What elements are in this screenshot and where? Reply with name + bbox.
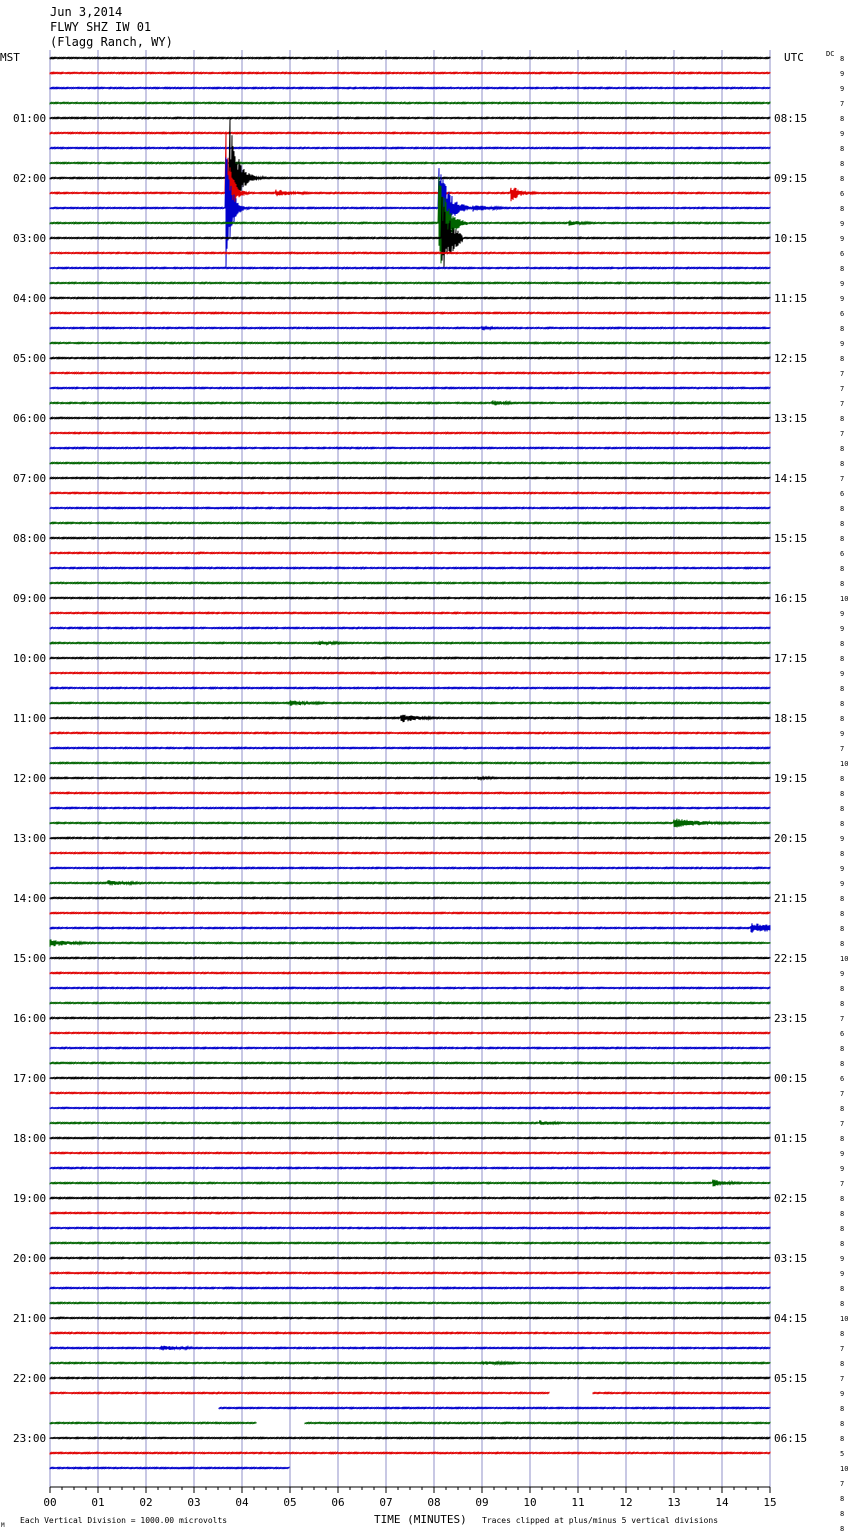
- trace-line: [50, 912, 770, 913]
- trace-line: [50, 627, 770, 628]
- dc-offset: 8: [840, 1300, 845, 1308]
- x-tick-label: 10: [523, 1496, 537, 1509]
- dc-offset: 9: [840, 295, 845, 303]
- trace-line: [50, 117, 770, 118]
- trace-line: [50, 477, 770, 478]
- trace-line: [50, 1377, 770, 1378]
- dc-offset: 10: [840, 595, 849, 603]
- x-tick-label: 09: [475, 1496, 489, 1509]
- trace-group: [50, 57, 770, 1468]
- x-tick-label: 02: [139, 1496, 153, 1509]
- row-label-mst: 10:00: [13, 652, 47, 665]
- trace-line: [50, 326, 770, 330]
- row-label-utc: 01:15: [774, 1132, 808, 1145]
- trace-line: [50, 852, 770, 853]
- trace-line: [50, 567, 770, 568]
- trace-line: [50, 1437, 770, 1438]
- row-label-utc: 19:15: [774, 772, 808, 785]
- dc-offset: 9: [840, 85, 845, 93]
- dc-offset: 8: [840, 940, 845, 948]
- dc-offset: 8: [840, 700, 845, 708]
- trace-line: [50, 957, 770, 958]
- scale-note: Each Vertical Division = 1000.00 microvolts: [20, 1516, 228, 1525]
- dc-offset: 8: [840, 775, 845, 783]
- x-tick-label: 03: [187, 1496, 201, 1509]
- dc-offset: 8: [840, 985, 845, 993]
- x-tick-label: 15: [763, 1496, 777, 1509]
- dc-offset: 8: [840, 1135, 845, 1143]
- dc-offset: 8: [840, 505, 845, 513]
- left-axis-title: MST: [0, 51, 20, 64]
- dc-offset: 8: [840, 1405, 845, 1413]
- trace-line: [50, 400, 770, 405]
- trace-line: [50, 157, 770, 268]
- right-axis-title: UTC: [784, 51, 804, 64]
- row-label-utc: 09:15: [774, 172, 808, 185]
- row-label-utc: 15:15: [774, 532, 808, 545]
- date-label: Jun 3,2014: [50, 5, 123, 19]
- header: [50, 5, 173, 49]
- row-label-mst: 06:00: [13, 412, 47, 425]
- row-label-utc: 17:15: [774, 652, 808, 665]
- x-tick-label: 08: [427, 1496, 441, 1509]
- dc-offset: 8: [840, 1510, 845, 1518]
- dc-offset: 9: [840, 1165, 845, 1173]
- trace-line: [50, 1197, 770, 1198]
- dc-offset: 5: [840, 1450, 845, 1458]
- trace-line: [50, 987, 770, 988]
- trace-line: [50, 1092, 770, 1093]
- trace-line: [50, 1361, 770, 1364]
- dc-offset: 9: [840, 340, 845, 348]
- row-label-utc: 18:15: [774, 712, 808, 725]
- trace-line: [50, 1332, 770, 1333]
- trace-line: [50, 1212, 770, 1213]
- x-axis-title: TIME (MINUTES): [374, 1513, 467, 1526]
- row-label-mst: 23:00: [13, 1432, 47, 1445]
- dc-offset: 9: [840, 865, 845, 873]
- row-label-mst: 03:00: [13, 232, 47, 245]
- row-label-utc: 23:15: [774, 1012, 808, 1025]
- row-label-utc: 13:15: [774, 412, 808, 425]
- trace-line: [50, 641, 770, 645]
- dc-offset: 7: [840, 1015, 845, 1023]
- row-label-mst: 19:00: [13, 1192, 47, 1205]
- dc-offset: 8: [840, 205, 845, 213]
- trace-line: [50, 1077, 770, 1078]
- trace-line: [50, 1287, 770, 1288]
- trace-line: [50, 72, 770, 73]
- row-label-utc: 16:15: [774, 592, 808, 605]
- dc-offset: 8: [840, 145, 845, 153]
- trace-line: [50, 57, 770, 58]
- trace-line: [50, 1032, 770, 1033]
- x-tick-label: 01: [91, 1496, 105, 1509]
- row-label-mst: 17:00: [13, 1072, 47, 1085]
- dc-offset: 6: [840, 1075, 845, 1083]
- dc-label: DC: [826, 50, 835, 58]
- x-tick-label: 00: [43, 1496, 57, 1509]
- dc-offset: 7: [840, 1180, 845, 1188]
- dc-offset: 8: [840, 265, 845, 273]
- trace-line: [219, 1407, 770, 1408]
- trace-line: [50, 537, 770, 538]
- dc-offset: 6: [840, 310, 845, 318]
- dc-offset: 8: [840, 1210, 845, 1218]
- trace-line: [50, 297, 770, 298]
- row-label-mst: 02:00: [13, 172, 47, 185]
- row-label-mst: 05:00: [13, 352, 47, 365]
- dc-offset: 7: [840, 1480, 845, 1488]
- trace-line: [50, 432, 770, 433]
- dc-offset: 8: [840, 55, 845, 63]
- dc-offset: 8: [840, 685, 845, 693]
- trace-line: [50, 162, 770, 163]
- footer: [1, 1513, 718, 1529]
- dc-offset: 7: [840, 1090, 845, 1098]
- dc-offset: 8: [840, 535, 845, 543]
- location-label: (Flagg Ranch, WY): [50, 35, 173, 49]
- trace-line: [50, 1137, 770, 1138]
- row-label-utc: 00:15: [774, 1072, 808, 1085]
- trace-line: [50, 612, 770, 613]
- row-label-utc: 03:15: [774, 1252, 808, 1265]
- trace-line: [50, 102, 770, 103]
- trace-line: [50, 1317, 770, 1318]
- dc-offset: 9: [840, 1150, 845, 1158]
- dc-offset: 7: [840, 1375, 845, 1383]
- dc-offset: 8: [840, 1420, 845, 1428]
- dc-offset: 8: [840, 1225, 845, 1233]
- dc-offset: 6: [840, 250, 845, 258]
- trace-line: [50, 1257, 770, 1258]
- trace-line: [50, 792, 770, 793]
- row-label-utc: 10:15: [774, 232, 808, 245]
- trace-line: [50, 940, 770, 947]
- dc-offset: 8: [840, 850, 845, 858]
- trace-line: [50, 387, 770, 388]
- station-label: FLWY SHZ IW 01: [50, 20, 152, 34]
- trace-line: [50, 672, 770, 673]
- row-label-mst: 14:00: [13, 892, 47, 905]
- row-label-mst: 20:00: [13, 1252, 47, 1265]
- x-tick-label: 06: [331, 1496, 345, 1509]
- x-axis: [43, 1487, 776, 1509]
- trace-line: [50, 1452, 770, 1453]
- dc-offset: 9: [840, 880, 845, 888]
- row-label-mst: 13:00: [13, 832, 47, 845]
- dc-offset: 8: [840, 1060, 845, 1068]
- row-label-mst: 08:00: [13, 532, 47, 545]
- trace-line: [50, 1107, 770, 1108]
- clip-note: Traces clipped at plus/minus 5 vertical divisions: [482, 1516, 719, 1525]
- dc-offset: 8: [840, 910, 845, 918]
- dc-offset: 6: [840, 550, 845, 558]
- row-label-utc: 14:15: [774, 472, 808, 485]
- trace-line: [50, 87, 770, 88]
- x-tick-label: 12: [619, 1496, 633, 1509]
- trace-line: [50, 462, 770, 463]
- trace-line: [50, 1152, 770, 1153]
- trace-line: [50, 819, 770, 828]
- row-label-mst: 04:00: [13, 292, 47, 305]
- dc-offset: 8: [840, 1240, 845, 1248]
- trace-line: [50, 807, 770, 808]
- dc-offset: 8: [840, 1105, 845, 1113]
- trace-line: [50, 492, 770, 493]
- trace-line: [50, 972, 770, 973]
- dc-offset: 9: [840, 610, 845, 618]
- trace-line: [50, 1167, 770, 1168]
- trace-line: [50, 897, 770, 898]
- dc-offset: 9: [840, 220, 845, 228]
- row-label-utc: 22:15: [774, 952, 808, 965]
- row-label-mst: 22:00: [13, 1372, 47, 1385]
- dc-offset: 8: [840, 565, 845, 573]
- trace-line: [50, 777, 770, 780]
- row-label-mst: 09:00: [13, 592, 47, 605]
- dc-offset: 8: [840, 1045, 845, 1053]
- dc-offset: 8: [840, 460, 845, 468]
- dc-offset: 8: [840, 820, 845, 828]
- trace-line: [50, 687, 770, 688]
- dc-offset: 8: [840, 445, 845, 453]
- dc-offset: 7: [840, 745, 845, 753]
- trace-line: [50, 132, 770, 230]
- dc-offset: 6: [840, 490, 845, 498]
- dc-offset: 8: [840, 1525, 845, 1533]
- dc-offset: 8: [840, 895, 845, 903]
- row-label-utc: 08:15: [774, 112, 808, 125]
- dc-offset: 7: [840, 400, 845, 408]
- trace-line: [50, 715, 770, 722]
- x-tick-label: 04: [235, 1496, 249, 1509]
- trace-line: [50, 880, 770, 885]
- dc-offset: 8: [840, 520, 845, 528]
- dc-offset: 8: [840, 355, 845, 363]
- dc-offset: 10: [840, 760, 849, 768]
- dc-offset: 8: [840, 325, 845, 333]
- dc-offset: 8: [840, 1360, 845, 1368]
- trace-line: [50, 282, 770, 283]
- trace-line: [50, 252, 770, 253]
- trace-line: [50, 372, 770, 373]
- trace-line: [50, 177, 770, 264]
- dc-offset: 9: [840, 1270, 845, 1278]
- dc-offset: 9: [840, 280, 845, 288]
- dc-offset: 9: [840, 970, 845, 978]
- trace-line: [50, 732, 770, 733]
- dc-offset: 9: [840, 235, 845, 243]
- dc-offset: 8: [840, 1330, 845, 1338]
- x-tick-label: 07: [379, 1496, 393, 1509]
- x-tick-label: 13: [667, 1496, 681, 1509]
- trace-line: [50, 522, 770, 523]
- dc-offset: 8: [840, 175, 845, 183]
- trace-line: [50, 867, 770, 868]
- dc-offset: 9: [840, 130, 845, 138]
- row-label-mst: 16:00: [13, 1012, 47, 1025]
- dc-offsets: [840, 55, 848, 1533]
- dc-offset: 8: [840, 805, 845, 813]
- trace-line: [50, 1227, 770, 1228]
- row-label-mst: 07:00: [13, 472, 47, 485]
- trace-line: [50, 923, 770, 933]
- dc-offset: 9: [840, 70, 845, 78]
- row-label-mst: 01:00: [13, 112, 47, 125]
- row-label-mst: 12:00: [13, 772, 47, 785]
- row-label-mst: 18:00: [13, 1132, 47, 1145]
- trace-line: [50, 312, 770, 313]
- dc-offset: 8: [840, 115, 845, 123]
- dc-offset: 9: [840, 1255, 845, 1263]
- dc-offset: 7: [840, 100, 845, 108]
- dc-offset: 6: [840, 1030, 845, 1038]
- dc-offset: 8: [840, 160, 845, 168]
- trace-line: [50, 1062, 770, 1063]
- row-label-utc: 06:15: [774, 1432, 808, 1445]
- dc-offset: 9: [840, 670, 845, 678]
- trace-line: [50, 657, 770, 658]
- dc-offset: 7: [840, 370, 845, 378]
- dc-offset: 9: [840, 730, 845, 738]
- trace-line: [50, 552, 770, 553]
- dc-offset: 8: [840, 925, 845, 933]
- trace-line: [50, 1467, 289, 1468]
- trace-line: [50, 1346, 770, 1351]
- dc-offset: 7: [840, 475, 845, 483]
- row-label-utc: 12:15: [774, 352, 808, 365]
- row-label-utc: 05:15: [774, 1372, 808, 1385]
- row-label-utc: 20:15: [774, 832, 808, 845]
- trace-line: [50, 1272, 770, 1273]
- row-label-mst: 21:00: [13, 1312, 47, 1325]
- trace-line: [50, 1422, 770, 1423]
- x-tick-label: 14: [715, 1496, 729, 1509]
- dc-offset: 9: [840, 835, 845, 843]
- trace-line: [50, 357, 770, 358]
- footer-mark: M: [1, 1522, 5, 1529]
- trace-line: [50, 747, 770, 748]
- dc-offset: 8: [840, 1285, 845, 1293]
- trace-line: [50, 267, 770, 268]
- trace-line: [50, 447, 770, 448]
- trace-line: [50, 1242, 770, 1243]
- dc-offset: 10: [840, 1315, 849, 1323]
- dc-offset: 8: [840, 790, 845, 798]
- dc-offset: 6: [840, 190, 845, 198]
- trace-line: [50, 1002, 770, 1003]
- dc-offset: 10: [840, 1465, 849, 1473]
- dc-offset: 8: [840, 580, 845, 588]
- grid-lines: [50, 50, 770, 1487]
- row-label-utc: 11:15: [774, 292, 808, 305]
- trace-line: [50, 597, 770, 598]
- dc-offset: 8: [840, 640, 845, 648]
- dc-offset: 8: [840, 1495, 845, 1503]
- dc-offset: 8: [840, 1435, 845, 1443]
- row-label-mst: 11:00: [13, 712, 47, 725]
- dc-offset: 7: [840, 1120, 845, 1128]
- trace-line: [50, 1180, 770, 1187]
- row-label-utc: 04:15: [774, 1312, 808, 1325]
- dc-offset: 8: [840, 1195, 845, 1203]
- dc-offset: 10: [840, 955, 849, 963]
- x-tick-label: 11: [571, 1496, 585, 1509]
- row-label-mst: 15:00: [13, 952, 47, 965]
- trace-line: [50, 417, 770, 418]
- dc-offset: 9: [840, 625, 845, 633]
- row-label-utc: 21:15: [774, 892, 808, 905]
- trace-line: [50, 507, 770, 508]
- trace-line: [50, 1017, 770, 1018]
- trace-line: [50, 837, 770, 838]
- trace-line: [50, 1120, 770, 1125]
- dc-offset: 8: [840, 415, 845, 423]
- dc-offset: 8: [840, 1000, 845, 1008]
- trace-line: [50, 132, 770, 133]
- x-tick-label: 05: [283, 1496, 297, 1509]
- dc-offset: 7: [840, 385, 845, 393]
- dc-offset: 7: [840, 430, 845, 438]
- trace-line: [50, 1302, 770, 1303]
- trace-line: [50, 762, 770, 763]
- dc-offset: 7: [840, 1345, 845, 1353]
- dc-offset: 9: [840, 1390, 845, 1398]
- trace-line: [50, 582, 770, 583]
- trace-line: [50, 1047, 770, 1048]
- row-label-utc: 02:15: [774, 1192, 808, 1205]
- trace-line: [50, 1392, 770, 1393]
- trace-line: [50, 147, 770, 148]
- dc-offset: 8: [840, 715, 845, 723]
- dc-offset: 8: [840, 655, 845, 663]
- trace-line: [50, 701, 770, 706]
- trace-line: [50, 342, 770, 343]
